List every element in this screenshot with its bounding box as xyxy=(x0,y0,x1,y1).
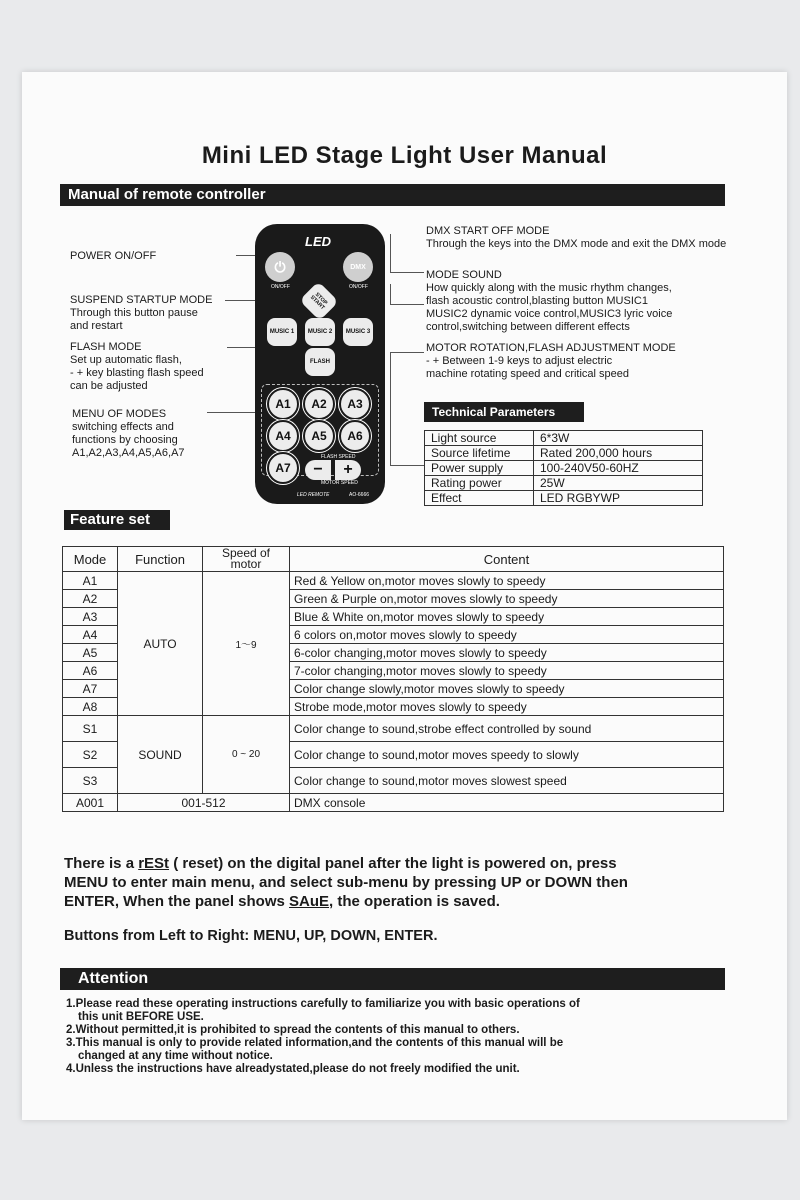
attention-item: 4.Unless the instructions have alreadystated,please do not freely modified the unit. xyxy=(66,1063,520,1075)
connector-line xyxy=(390,352,424,466)
dmx-onoff-label: ON/OFF xyxy=(349,284,368,290)
content-cell: Color change to sound,motor moves slowest speed xyxy=(290,768,724,794)
content-cell: 6 colors on,motor moves slowly to speedy xyxy=(290,626,724,644)
dmx-label xyxy=(426,225,726,251)
power-onoff-label: ON/OFF xyxy=(271,284,290,290)
reset-text: ENTER, When the panel shows xyxy=(64,893,290,910)
table-row xyxy=(425,431,703,446)
menu-body: switching effects and xyxy=(72,421,174,433)
reset-line-1 xyxy=(64,854,764,873)
content-cell: Color change to sound,motor moves speedy to slowly xyxy=(290,742,724,768)
key-a7[interactable]: A7 xyxy=(267,452,299,484)
connector-line xyxy=(390,234,424,273)
key-a3[interactable]: A3 xyxy=(339,388,371,420)
flash-speed-label: FLASH SPEED xyxy=(321,454,356,460)
flash-body: - + key blasting flash speed xyxy=(70,367,204,379)
menu-body: functions by choosing xyxy=(72,434,178,446)
function-cell: AUTO xyxy=(118,572,203,716)
buttons-note: Buttons from Left to Right: MENU, UP, DOWN, ENTER. xyxy=(64,928,438,944)
mode-cell: S2 xyxy=(63,742,118,768)
motor-speed-label: MOTOR SPEED xyxy=(321,480,358,486)
content-cell: Color change to sound,strobe effect controlled by sound xyxy=(290,716,724,742)
flash-body: can be adjusted xyxy=(70,380,148,392)
key-a4[interactable]: A4 xyxy=(267,420,299,452)
key-a2[interactable]: A2 xyxy=(303,388,335,420)
power-label xyxy=(70,250,156,263)
connector-line xyxy=(207,412,257,414)
speed-cell: 1～9 xyxy=(203,572,290,716)
key-a6[interactable]: A6 xyxy=(339,420,371,452)
mode-cell: A6 xyxy=(63,662,118,680)
table-row xyxy=(425,461,703,476)
attention-list xyxy=(66,998,580,1076)
attention-item xyxy=(66,1037,580,1062)
param-value: 100-240V50-60HZ xyxy=(534,461,703,476)
table-row xyxy=(63,572,724,590)
reset-text: the operation is saved. xyxy=(333,893,500,910)
attention-title: Attention xyxy=(78,970,149,987)
power-button[interactable] xyxy=(265,252,295,282)
attention-bar xyxy=(60,968,725,990)
table-row xyxy=(425,476,703,491)
suspend-label xyxy=(70,294,212,333)
plus-button[interactable]: + xyxy=(335,460,361,480)
attention-line: changed at any time without notice. xyxy=(78,1050,273,1062)
remote-footer: LED REMOTE xyxy=(297,492,330,498)
remote-section-bar xyxy=(60,184,725,206)
feature-table xyxy=(62,546,724,812)
param-value: LED RGBYWP xyxy=(534,491,703,506)
function-cell: SOUND xyxy=(118,716,203,794)
reset-note xyxy=(64,854,764,911)
motor-body: machine rotating speed and critical speed xyxy=(426,368,630,380)
attention-line: this unit BEFORE USE. xyxy=(78,1011,204,1023)
mode-cell: A1 xyxy=(63,572,118,590)
speed-cell: 0 ~ 20 xyxy=(203,716,290,794)
minus-button[interactable]: − xyxy=(305,460,331,480)
motor-head: MOTOR ROTATION,FLASH ADJUSTMENT MODE xyxy=(426,342,676,354)
mode-cell: A001 xyxy=(63,794,118,812)
flash-body: Set up automatic flash, xyxy=(70,354,182,366)
remote-controller xyxy=(255,224,385,504)
flash-button[interactable]: FLASH xyxy=(305,348,335,376)
mode-cell: S1 xyxy=(63,716,118,742)
menu-body: A1,A2,A3,A4,A5,A6,A7 xyxy=(72,447,185,459)
stop-start-button[interactable]: STOP START xyxy=(299,281,338,320)
reset-line-2: MENU to enter main menu, and select sub-menu by pressing UP or DOWN then xyxy=(64,874,628,891)
key-a5[interactable]: A5 xyxy=(303,420,335,452)
attention-line: 1.Please read these operating instructions carefully to familiarize you with basic operations of xyxy=(66,998,580,1010)
mode-cell: S3 xyxy=(63,768,118,794)
table-header xyxy=(63,547,724,572)
music2-button[interactable]: MUSIC 2 xyxy=(305,318,335,346)
sound-label xyxy=(426,269,672,334)
dmx-head: DMX START OFF MODE xyxy=(426,225,550,237)
content-cell: Color change slowly,motor moves slowly to speedy xyxy=(290,680,724,698)
saue-code: SAuE, xyxy=(289,893,334,910)
feature-title: Feature set xyxy=(70,511,151,528)
technical-bar xyxy=(424,402,584,422)
remote-brand: LED xyxy=(305,234,331,249)
col-function: Function xyxy=(118,547,203,572)
page-title: Mini LED Stage Light User Manual xyxy=(201,142,608,169)
feature-bar xyxy=(64,510,170,530)
flash-head: FLASH MODE xyxy=(70,341,142,353)
technical-title: Technical Parameters xyxy=(432,405,556,419)
content-cell: Green & Purple on,motor moves slowly to speedy xyxy=(290,590,724,608)
technical-table xyxy=(424,430,703,506)
attention-line: 3.This manual is only to provide related information,and the contents of this manual will be xyxy=(66,1037,564,1049)
param-name: Effect xyxy=(425,491,534,506)
remote-model: AO-6666 xyxy=(349,492,370,498)
mode-cell: A3 xyxy=(63,608,118,626)
sound-body: MUSIC2 dynamic voice control,MUSIC3 lyric voice xyxy=(426,308,673,320)
col-mode: Mode xyxy=(63,547,118,572)
rest-code: rESt xyxy=(138,855,170,872)
connector-line xyxy=(390,284,424,305)
motor-body: - + Between 1-9 keys to adjust electric xyxy=(426,355,613,367)
table-row xyxy=(63,794,724,812)
table-row xyxy=(425,491,703,506)
param-value: 6*3W xyxy=(534,431,703,446)
motor-label xyxy=(426,342,676,381)
menu-head: MENU OF MODES xyxy=(72,408,167,420)
col-content: Content xyxy=(290,547,724,572)
sound-body: flash acoustic control,blasting button MUSIC1 xyxy=(426,295,648,307)
mode-cell: A2 xyxy=(63,590,118,608)
attention-item: 2.Without permitted,it is prohibited to spread the contents of this manual to others. xyxy=(66,1024,520,1036)
param-name: Light source xyxy=(425,431,534,446)
attention-item xyxy=(66,998,580,1023)
param-name: Power supply xyxy=(425,461,534,476)
content-cell: Strobe mode,motor moves slowly to speedy xyxy=(290,698,724,716)
dmx-body: Through the keys into the DMX mode and exit the DMX mode xyxy=(426,238,727,250)
suspend-body: and restart xyxy=(70,320,123,332)
remote-section-title: Manual of remote controller xyxy=(68,186,266,203)
table-row xyxy=(63,716,724,742)
key-a1[interactable]: A1 xyxy=(267,388,299,420)
reset-text: There is a xyxy=(64,855,139,872)
content-cell: 6-color changing,motor moves slowly to speedy xyxy=(290,644,724,662)
param-name: Source lifetime xyxy=(425,446,534,461)
connector-line xyxy=(236,255,257,272)
param-value: Rated 200,000 hours xyxy=(534,446,703,461)
param-value: 25W xyxy=(534,476,703,491)
content-cell: Blue & White on,motor moves slowly to speedy xyxy=(290,608,724,626)
sound-body: How quickly along with the music rhythm changes, xyxy=(426,282,672,294)
music1-button[interactable]: MUSIC 1 xyxy=(267,318,297,346)
reset-line-3 xyxy=(64,892,764,911)
mode-cell: A5 xyxy=(63,644,118,662)
sound-body: control,switching between different effects xyxy=(426,321,630,333)
menu-label xyxy=(72,408,185,460)
power-icon: ⏻ xyxy=(274,258,286,275)
music3-button[interactable]: MUSIC 3 xyxy=(343,318,373,346)
param-name: Rating power xyxy=(425,476,534,491)
content-cell: DMX console xyxy=(290,794,724,812)
col-speed: Speed of motor xyxy=(203,547,290,572)
reset-text: ( reset) on the digital panel after the light is powered on, press xyxy=(169,855,617,872)
mode-cell: A8 xyxy=(63,698,118,716)
suspend-body: Through this button pause xyxy=(70,307,198,319)
content-cell: Red & Yellow on,motor moves slowly to speedy xyxy=(290,572,724,590)
content-cell: 7-color changing,motor moves slowly to speedy xyxy=(290,662,724,680)
dmx-button[interactable]: DMX xyxy=(343,252,373,282)
range-cell: 001-512 xyxy=(118,794,290,812)
flash-label xyxy=(70,341,204,393)
suspend-head: SUSPEND STARTUP MODE xyxy=(70,294,213,306)
manual-sheet xyxy=(22,72,787,1120)
sound-head: MODE SOUND xyxy=(426,269,502,281)
mode-cell: A7 xyxy=(63,680,118,698)
mode-cell: A4 xyxy=(63,626,118,644)
power-head: POWER ON/OFF xyxy=(70,250,157,262)
table-row xyxy=(425,446,703,461)
